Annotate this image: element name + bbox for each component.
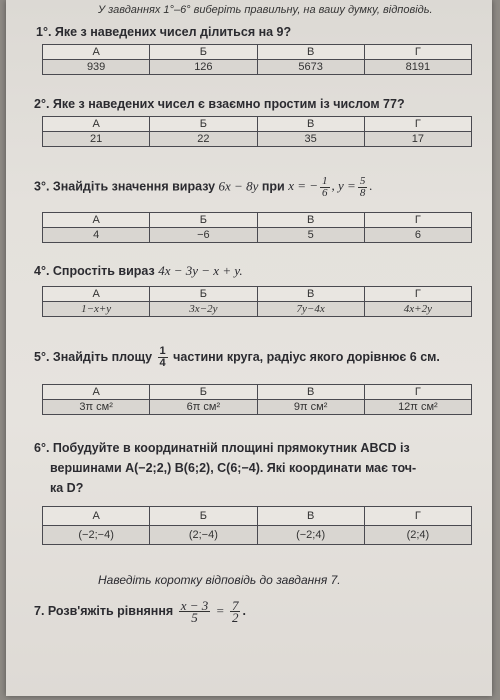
option-header: В <box>257 385 364 400</box>
question-7 <box>34 600 246 623</box>
option-header: Г <box>364 213 471 228</box>
option-value[interactable]: 5 <box>257 228 364 243</box>
question-1: 1°. Яке з наведених чисел ділиться на 9? <box>36 25 292 39</box>
option-header: Г <box>364 45 471 60</box>
option-value[interactable]: 6π см² <box>150 400 257 415</box>
question-3-text: 3°. Знайдіть значення виразу <box>34 179 216 194</box>
option-value[interactable]: 5673 <box>257 60 364 75</box>
option-value[interactable]: (−2;4) <box>257 526 364 545</box>
option-header: В <box>257 213 364 228</box>
question-4-text: 4°. Спростіть вираз <box>34 264 155 278</box>
option-value[interactable]: 6 <box>364 228 471 243</box>
option-value[interactable]: −6 <box>150 228 257 243</box>
question-7-text: 7. Розв'яжіть рівняння <box>34 603 174 618</box>
option-header: Б <box>150 385 257 400</box>
question-6-line-1: 6°. Побудуйте в координатній площині прямокутник ABCD із <box>34 441 410 455</box>
option-header: А <box>43 507 150 526</box>
option-value[interactable]: (2;−4) <box>150 526 257 545</box>
answer-table-4 <box>42 286 472 317</box>
question-5 <box>34 346 440 369</box>
option-header: В <box>257 287 364 302</box>
option-header: Г <box>364 287 471 302</box>
option-value[interactable]: (−2;−4) <box>43 526 150 545</box>
option-value[interactable]: 9π см² <box>257 400 364 415</box>
worksheet-page <box>6 0 492 696</box>
quarter-fraction: $\frac{1}{4}$ <box>159 345 166 369</box>
option-header: А <box>43 287 150 302</box>
period: . <box>242 603 246 618</box>
question-6-line-3: ка D? <box>50 481 84 495</box>
option-value[interactable]: 3π см² <box>43 400 150 415</box>
option-value[interactable]: 4x+2y <box>364 302 471 317</box>
question-6-line-2: вершинами A(−2;2,) B(6;2), C(6;−4). Які координати має точ- <box>50 461 417 475</box>
question-5-text: 5°. Знайдіть площу <box>34 349 153 364</box>
answer-table-3 <box>42 212 472 243</box>
question-2: 2°. Яке з наведених чисел є взаємно простим із числом 77? <box>34 97 405 111</box>
answer-table-2 <box>42 116 472 147</box>
option-value[interactable]: 7y−4x <box>257 302 364 317</box>
option-header: А <box>43 117 150 132</box>
option-header: Б <box>150 507 257 526</box>
question-3-expression: 6x − 8y <box>218 178 259 194</box>
option-header: Б <box>150 213 257 228</box>
option-value[interactable]: (2;4) <box>364 526 471 545</box>
question-4-expression: 4x − 3y − x + y. <box>158 263 243 278</box>
option-value[interactable]: 939 <box>43 60 150 75</box>
option-header: В <box>257 117 364 132</box>
option-header: Б <box>150 117 257 132</box>
option-header: А <box>43 45 150 60</box>
option-value[interactable]: 3x−2y <box>150 302 257 317</box>
option-header: В <box>257 45 364 60</box>
option-value[interactable]: 126 <box>150 60 257 75</box>
option-header: Г <box>364 117 471 132</box>
answer-table-5 <box>42 384 472 415</box>
option-header: А <box>43 213 150 228</box>
option-value[interactable]: 12π см² <box>364 400 471 415</box>
question-3-when: при <box>261 179 285 194</box>
option-header: В <box>257 507 364 526</box>
option-header: Б <box>150 287 257 302</box>
equation-left-fraction: $\frac{x - 3}{5}$ <box>180 598 209 625</box>
option-value[interactable]: 35 <box>257 132 364 147</box>
answer-table-1 <box>42 44 472 75</box>
x-value: x = − $\frac{1}{6}$ , y = $\frac{5}{8}$ . <box>288 175 373 199</box>
question-3 <box>34 176 373 199</box>
option-header: Г <box>364 385 471 400</box>
option-header: Г <box>364 507 471 526</box>
option-value[interactable]: 1−x+y <box>43 302 150 317</box>
equation-right-fraction: $\frac{7}{2}$ <box>231 598 239 625</box>
option-header: Б <box>150 45 257 60</box>
question-5-text-tail: частини круга, радіус якого дорівнює 6 см. <box>173 349 440 364</box>
option-value[interactable]: 17 <box>364 132 471 147</box>
option-value[interactable]: 22 <box>150 132 257 147</box>
option-header: А <box>43 385 150 400</box>
short-answer-instruction: Наведіть коротку відповідь до завдання 7. <box>98 573 341 587</box>
instructions: У завданнях 1°–6° виберіть правильну, на вашу думку, відповідь. <box>98 4 433 16</box>
answer-table-6 <box>42 506 472 545</box>
equals-sign: = <box>215 602 225 618</box>
option-value[interactable]: 4 <box>43 228 150 243</box>
question-4 <box>34 262 243 280</box>
option-value[interactable]: 21 <box>43 132 150 147</box>
option-value[interactable]: 8191 <box>364 60 471 75</box>
